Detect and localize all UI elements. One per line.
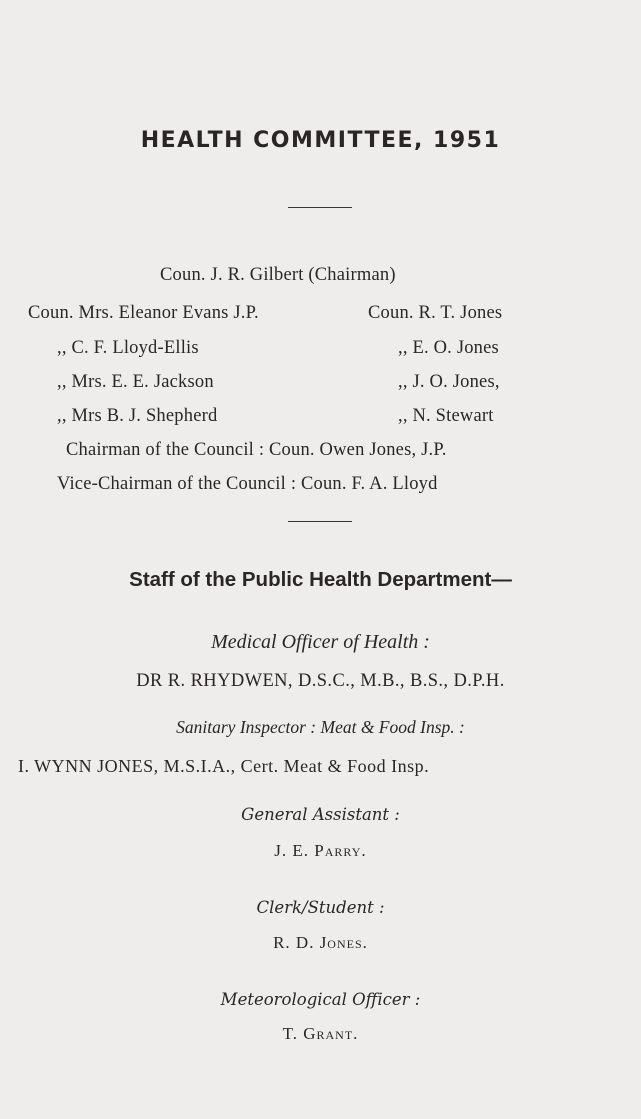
committee-row-4-left: ,, Mrs B. J. Shepherd bbox=[57, 406, 218, 426]
committee-row-4-right: ,, N. Stewart bbox=[398, 406, 494, 426]
sanitary-inspector-name: I. WYNN JONES, M.S.I.A., Cert. Meat & Food Insp. bbox=[18, 756, 430, 776]
council-chairman: Chairman of the Council : Coun. Owen Jones, J.P. bbox=[66, 440, 447, 460]
committee-row-1-left: Coun. Mrs. Eleanor Evans J.P. bbox=[28, 303, 259, 323]
committee-row-1-right: Coun. R. T. Jones bbox=[368, 303, 503, 323]
sanitary-inspector-title: Sanitary Inspector : Meat & Food Insp. : bbox=[176, 717, 465, 737]
page-title: HEALTH COMMITTEE, 1951 bbox=[140, 128, 501, 153]
divider-top bbox=[288, 207, 352, 208]
moh-name: DR R. RHYDWEN, D.S.C., M.B., B.S., D.P.H. bbox=[136, 671, 505, 691]
general-assistant-name: J. E. Parry. bbox=[274, 841, 367, 860]
general-assistant-title: General Assistant : bbox=[241, 805, 400, 824]
staff-heading: Staff of the Public Health Department— bbox=[129, 568, 512, 591]
council-vice-chairman: Vice-Chairman of the Council : Coun. F. A. Lloyd bbox=[57, 474, 438, 494]
divider-middle bbox=[288, 521, 352, 522]
meteorological-officer-name: T. Grant. bbox=[282, 1024, 359, 1043]
meteorological-officer-title: Meteorological Officer : bbox=[220, 990, 421, 1009]
moh-title: Medical Officer of Health : bbox=[211, 631, 430, 653]
committee-row-2-left: ,, C. F. Lloyd-Ellis bbox=[57, 338, 199, 358]
committee-row-3-left: ,, Mrs. E. E. Jackson bbox=[57, 372, 214, 392]
committee-row-3-right: ,, J. O. Jones, bbox=[398, 372, 500, 392]
committee-row-2-right: ,, E. O. Jones bbox=[398, 338, 499, 358]
chairman-line: Coun. J. R. Gilbert (Chairman) bbox=[160, 265, 396, 285]
clerk-student-title: Clerk/Student : bbox=[256, 898, 385, 917]
clerk-student-name: R. D. Jones. bbox=[273, 933, 368, 952]
